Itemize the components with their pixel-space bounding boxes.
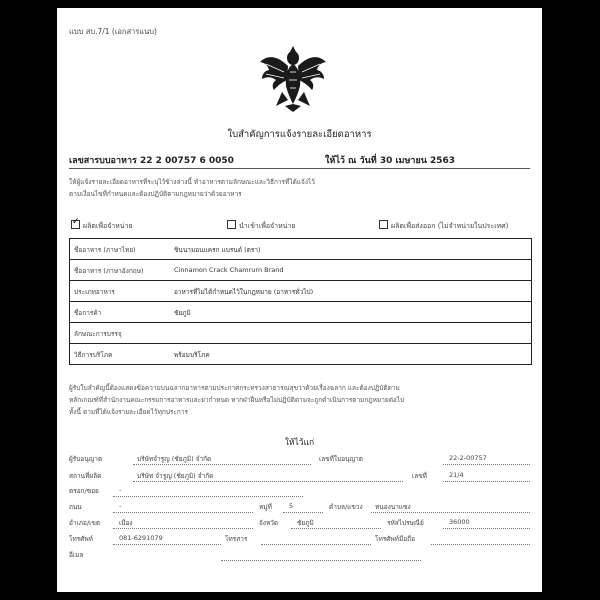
- checkbox-icon[interactable]: [227, 220, 236, 229]
- document-page: [57, 8, 542, 592]
- dotted-line: [221, 560, 421, 561]
- postcode-value: 36000: [449, 518, 470, 526]
- row-label: ชื่อการค้า: [74, 309, 102, 317]
- header-divider: [69, 168, 530, 169]
- issued-date-value: 30 เมษายน 2563: [379, 156, 456, 166]
- license-label: เลขที่ใบอนุญาต: [319, 455, 363, 463]
- place-label: สถานที่ผลิต: [69, 472, 102, 480]
- moo-value: 5: [289, 502, 294, 510]
- row-label: ชื่ออาหาร (ภาษาอังกฤษ): [74, 267, 144, 275]
- row-label: ประเภทอาหาร: [74, 288, 115, 296]
- row-value: พร้อมบริโภค: [174, 351, 210, 359]
- row-label: ชื่ออาหาร (ภาษาไทย): [74, 246, 136, 254]
- document-title: ใบสำคัญการแจ้งรายละเอียดอาหาร: [227, 129, 372, 140]
- table-row: [70, 344, 531, 364]
- row-label: วิธีการบริโภค: [74, 351, 113, 359]
- house-label: เลขที่: [412, 472, 427, 480]
- dotted-line: [283, 512, 323, 513]
- license-value: 22-2-00757: [449, 454, 487, 462]
- table-row: [70, 281, 531, 302]
- table-row: [70, 239, 531, 260]
- dotted-line: [133, 464, 311, 465]
- category-export[interactable]: [379, 220, 508, 232]
- row-label: ลักษณะการบรรจุ: [74, 330, 122, 338]
- issued-date-label: ให้ไว้ ณ วันที่: [325, 156, 377, 166]
- row-value: ชินนามอนแครก แบรนด์ (ตรา): [174, 246, 261, 254]
- dotted-line: [113, 496, 303, 497]
- dotted-line: [133, 481, 403, 482]
- dotted-line: [113, 512, 253, 513]
- moo-label: หมู่ที่: [259, 503, 272, 511]
- form-code: แบบ สบ.7/1 (เอกสารแนบ): [69, 27, 157, 36]
- row-value: Cinnamon Crack Chamrurn Brand: [174, 266, 284, 274]
- checkbox-checked-icon[interactable]: [71, 220, 80, 229]
- category-import[interactable]: [227, 220, 296, 232]
- mobile-label: โทรศัพท์มือถือ: [375, 535, 415, 543]
- district-label: อำเภอ/เขต: [69, 519, 101, 527]
- postcode-label: รหัสไปรษณีย์: [387, 519, 424, 527]
- garuda-emblem-icon: [258, 42, 328, 114]
- registration-number-label: เลขสารบบอาหาร: [69, 156, 137, 166]
- place-value: บริษัท จำรูญ (ชัยภูมิ) จำกัด: [137, 472, 214, 480]
- province-label: จังหวัด: [259, 519, 279, 527]
- phone-label: โทรศัพท์: [69, 535, 93, 543]
- dotted-line: [371, 512, 530, 513]
- subdistrict-value: หนองนาแซง: [375, 503, 411, 511]
- dotted-line: [431, 544, 530, 545]
- note-line-2: หลักเกณฑ์ที่สำนักงานคณะกรรมการอาหารและยากำหนด หากฝ่าฝืนหรือไม่ปฏิบัติตามจะถูกดำเนินการตามกฎหมายต่อไป: [69, 396, 405, 404]
- row-value: ชัยภูมิ: [174, 309, 191, 317]
- category-manufacture[interactable]: [71, 220, 133, 232]
- owner-value: บริษัทจำรูญ (ชัยภูมิ) จำกัด: [137, 455, 212, 463]
- dotted-line: [113, 528, 253, 529]
- fax-label: โทรสาร: [225, 535, 248, 543]
- owner-label: ผู้รับอนุญาต: [69, 455, 103, 463]
- note-line-3: ทั้งนี้ ตามที่ได้แจ้งรายละเอียดไว้ทุกประการ: [69, 408, 188, 416]
- dotted-line: [291, 528, 381, 529]
- phone-value: 081-6291079: [119, 534, 163, 542]
- section-title: ให้ไว้แก่: [284, 438, 315, 448]
- table-row: [70, 260, 531, 281]
- dotted-line: [443, 464, 530, 465]
- province-value: ชัยภูมิ: [297, 519, 314, 527]
- house-value: 21/4: [449, 471, 464, 479]
- category-label: นำเข้าเพื่อจำหน่าย: [239, 222, 296, 230]
- category-label: ผลิตเพื่อจำหน่าย: [83, 222, 133, 230]
- subdistrict-label: ตำบล/แขวง: [329, 503, 363, 511]
- dotted-line: [443, 481, 530, 482]
- food-details-table: [69, 238, 532, 365]
- road-label: ถนน: [69, 503, 82, 511]
- dotted-line: [443, 528, 530, 529]
- road-value: -: [119, 502, 122, 510]
- note-line-1: ผู้รับใบสำคัญนี้ต้องแสดงข้อความบนฉลากอาหารตามประกาศกระทรวงสาธารณสุขว่าด้วยเรื่องฉลาก และต้องปฏิบัติตาม: [69, 384, 400, 392]
- row-value: อาหารที่ไม่ได้กำหนดไว้ในกฎหมาย (อาหารทั่วไป): [174, 288, 314, 296]
- soi-value: -: [119, 486, 122, 494]
- checkbox-icon[interactable]: [379, 220, 388, 229]
- issued-date: [325, 153, 455, 167]
- intro-line-2: ตามเงื่อนไขที่กำหนดและต้องปฏิบัติตามกฎหมายว่าด้วยอาหาร: [69, 190, 242, 198]
- registration-number: [69, 153, 234, 167]
- district-value: เมือง: [119, 519, 133, 527]
- category-label: ผลิตเพื่อส่งออก (ไม่จำหน่ายในประเทศ): [391, 222, 509, 230]
- registration-number-value: 22 2 00757 6 0050: [139, 156, 234, 166]
- table-row: [70, 323, 531, 344]
- intro-line-1: ให้ผู้แจ้งรายละเอียดอาหารที่ระบุไว้ข้างล่างนี้ ทำอาหารตามลักษณะและวิธีการที่ได้แจ้งไว้: [69, 178, 315, 186]
- soi-label: ตรอก/ซอย: [69, 487, 99, 495]
- dotted-line: [261, 544, 371, 545]
- email-label: อีเมล: [69, 551, 84, 559]
- table-row: [70, 302, 531, 323]
- dotted-line: [113, 544, 221, 545]
